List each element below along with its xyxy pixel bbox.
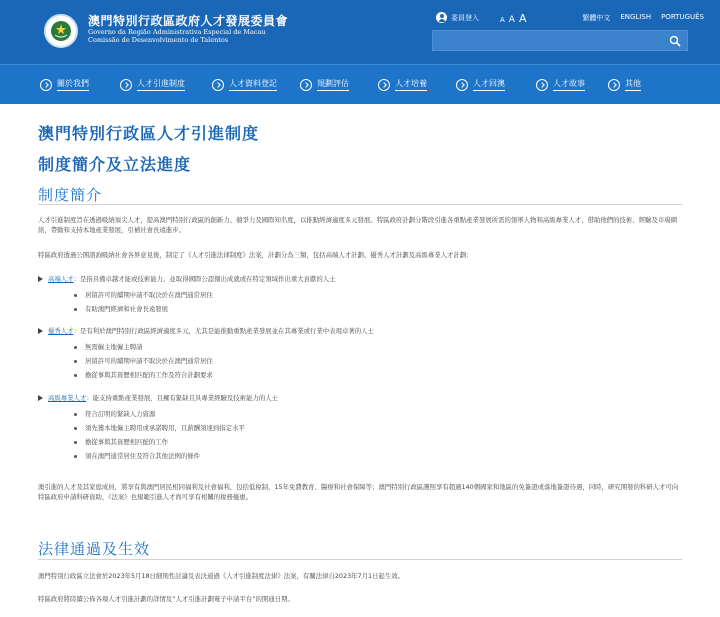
nav-item-label: 人才回澳 [473, 78, 505, 91]
nav-item-label: 規劃評估 [317, 78, 349, 91]
chevron-right-icon [378, 79, 390, 91]
list-item [74, 423, 245, 433]
nav-item-return[interactable] [456, 65, 536, 105]
bullet-dot-icon [74, 441, 77, 444]
search-box [432, 30, 688, 51]
org-name-pt-1: Governo da Região Administrativa Especial de Macau [88, 28, 266, 36]
user-icon [436, 12, 447, 23]
org-name-zh: 澳門特別行政區政府人才發展委員會 [88, 14, 289, 28]
category-desc: ：是有利於澳門特別行政區經濟適度多元，尤其是能推動重點產業發展並在其專業或行業中表現卓著的人士 [73, 327, 374, 335]
language-switcher [582, 13, 704, 23]
search-icon[interactable] [669, 35, 681, 47]
nav-item-label: 關於我們 [57, 78, 89, 91]
list-item-text: 符合訂明的緊缺人力資源 [85, 410, 156, 418]
senior-professional-link[interactable]: 高級專業人才 [48, 394, 87, 402]
category-desc: ：能支持重點產業發展，且擁有緊缺且具專業經驗及技術能力的人士 [86, 394, 279, 402]
page-subtitle: 制度簡介及立法進度 [38, 155, 192, 174]
nav-item-talent-registration[interactable] [212, 65, 300, 105]
main-content [0, 104, 720, 617]
list-item-text: 擔從事與其資歷相匹配的工作 [85, 438, 169, 446]
chevron-right-icon [536, 79, 548, 91]
nav-item-talent-system[interactable] [120, 65, 212, 105]
font-size-controls [500, 12, 527, 25]
list-item [74, 409, 155, 419]
nav-item-label: 人才培養 [395, 78, 427, 91]
site-header [0, 0, 720, 64]
bullet-dot-icon [74, 427, 77, 430]
high-end-talent-link[interactable]: 高端人才 [48, 275, 74, 283]
legislation-paragraph: 澳門特別行政區立法會於2023年5月18日細則性討論及表決通過《人才引進制度法律》法案，有關法律自2023年7月1日起生效。 [38, 572, 404, 580]
nav-item-others[interactable] [608, 65, 668, 105]
bullet-dot-icon [74, 294, 77, 297]
list-item-text: 有助澳門經濟和社會長遠發展 [85, 305, 169, 313]
list-item [74, 451, 200, 461]
member-login-label: 委員登入 [451, 13, 479, 22]
category-senior-professional [38, 393, 278, 403]
chevron-right-icon [40, 79, 52, 91]
platform-paragraph: 特區政府將陸續公佈各項人才引進計劃的詳情及“人才引進計劃電子申請平台”的開通日期。 [38, 595, 294, 603]
org-name-pt-2: Comissão de Desenvolvimento de Talentos [88, 36, 229, 44]
chevron-right-icon [608, 79, 620, 91]
font-medium-button[interactable]: A [508, 15, 515, 25]
chevron-right-icon [300, 79, 312, 91]
org-name[interactable] [88, 14, 288, 44]
list-item-text: 須在澳門通常居住及符合其他法例的條件 [85, 452, 201, 460]
intro-paragraph: 人才引進制度旨在透過吸納頂尖人才，提高澳門特別行政區的創新力、競爭力及國際知名度，以推動經濟適度多元發展。特區政府計劃分階段引進各重點產業發展所需的領軍人物和高級專業人才，借助他們的技術、經驗及市場網絡，帶動和支持本地產業發展，引補社會長遠進步。 [38, 216, 678, 234]
section-heading-legislation: 法律通過及生效 [38, 540, 151, 558]
bullet-dot-icon [74, 413, 77, 416]
nav-item-label: 人才故事 [553, 78, 585, 91]
chevron-right-icon [212, 79, 224, 91]
font-small-button[interactable]: A [500, 16, 505, 24]
nav-item-training[interactable] [378, 65, 456, 105]
benefits-paragraph: 澳引進的人才及其家庭成員，將享有與澳門居民相同福利及社會福利，包括低稅制、15年免費教育、醫療和社會保障等；澳門特別行政區護照享有超過140個國家和地區的免簽證或落地簽證待遇，同時，研究開發的科研人才可向特區政府申請科研資助，《法案》也規範引進人才尚可享有相關的稅務優惠。 [38, 483, 679, 501]
lotus-icon [50, 20, 72, 42]
lang-pt-link[interactable]: PORTUGUÊS [661, 13, 704, 21]
search-input[interactable] [439, 34, 659, 48]
category-high-end [38, 274, 336, 284]
triangle-bullet-icon [38, 328, 43, 334]
list-item-text: 居留許可的續期申請不取決於在澳門通常居住 [85, 357, 213, 365]
outstanding-talent-link[interactable]: 優秀人才 [48, 327, 74, 335]
nav-item-planning[interactable] [300, 65, 378, 105]
nav-item-label: 人才資料登記 [229, 78, 277, 91]
nav-item-about[interactable] [40, 65, 120, 105]
bullet-dot-icon [74, 308, 77, 311]
nav-item-stories[interactable] [536, 65, 608, 105]
bullet-dot-icon [74, 455, 77, 458]
list-item [74, 356, 213, 366]
member-login-button[interactable] [436, 12, 479, 23]
nav-item-label: 人才引進制度 [137, 78, 185, 91]
section-heading-intro: 制度簡介 [38, 186, 103, 204]
page-title: 澳門特別行政區人才引進制度 [38, 124, 260, 143]
categories-paragraph: 特區政府透過公開諮詢吸納社會各界意見後，制定了《人才引進法律制度》法案，計劃分為三類，包括高端人才計劃、優秀人才計劃及高級專業人才計劃： [38, 251, 473, 259]
lang-en-link[interactable]: ENGLISH [620, 13, 652, 21]
list-item-text: 須先獲本地僱主聘用或承諾聘用，且薪酬須達到指定水平 [85, 424, 245, 432]
list-item [74, 370, 213, 380]
list-item-text: 居留許可的續期申請不取決於在澳門通常居住 [85, 291, 213, 299]
top-utility-bar [436, 12, 710, 26]
category-outstanding [38, 326, 374, 336]
list-item [74, 437, 168, 447]
list-item [74, 304, 168, 314]
chevron-right-icon [456, 79, 468, 91]
font-large-button[interactable]: A [518, 12, 527, 25]
list-item [74, 290, 213, 300]
category-desc: ：是指具備卓越才能或技術能力，並取得國際公認傑出成就或在特定領域作出重大貢獻的人士 [73, 275, 336, 283]
triangle-bullet-icon [38, 276, 43, 282]
list-item-text: 無需僱主地僱主聘請 [85, 343, 143, 351]
list-item [74, 342, 143, 352]
main-nav [0, 64, 720, 104]
macau-emblem-logo[interactable] [44, 14, 78, 48]
chevron-right-icon [120, 79, 132, 91]
nav-item-label: 其他 [625, 78, 641, 91]
section-divider [38, 559, 682, 560]
bullet-dot-icon [74, 346, 77, 349]
bullet-dot-icon [74, 360, 77, 363]
triangle-bullet-icon [38, 395, 43, 401]
lang-zh-link[interactable]: 繁體中文 [582, 14, 611, 22]
section-divider [38, 204, 682, 205]
list-item-text: 擔從事與其資歷相匹配的工作及符合計劃要求 [85, 371, 213, 379]
bullet-dot-icon [74, 374, 77, 377]
